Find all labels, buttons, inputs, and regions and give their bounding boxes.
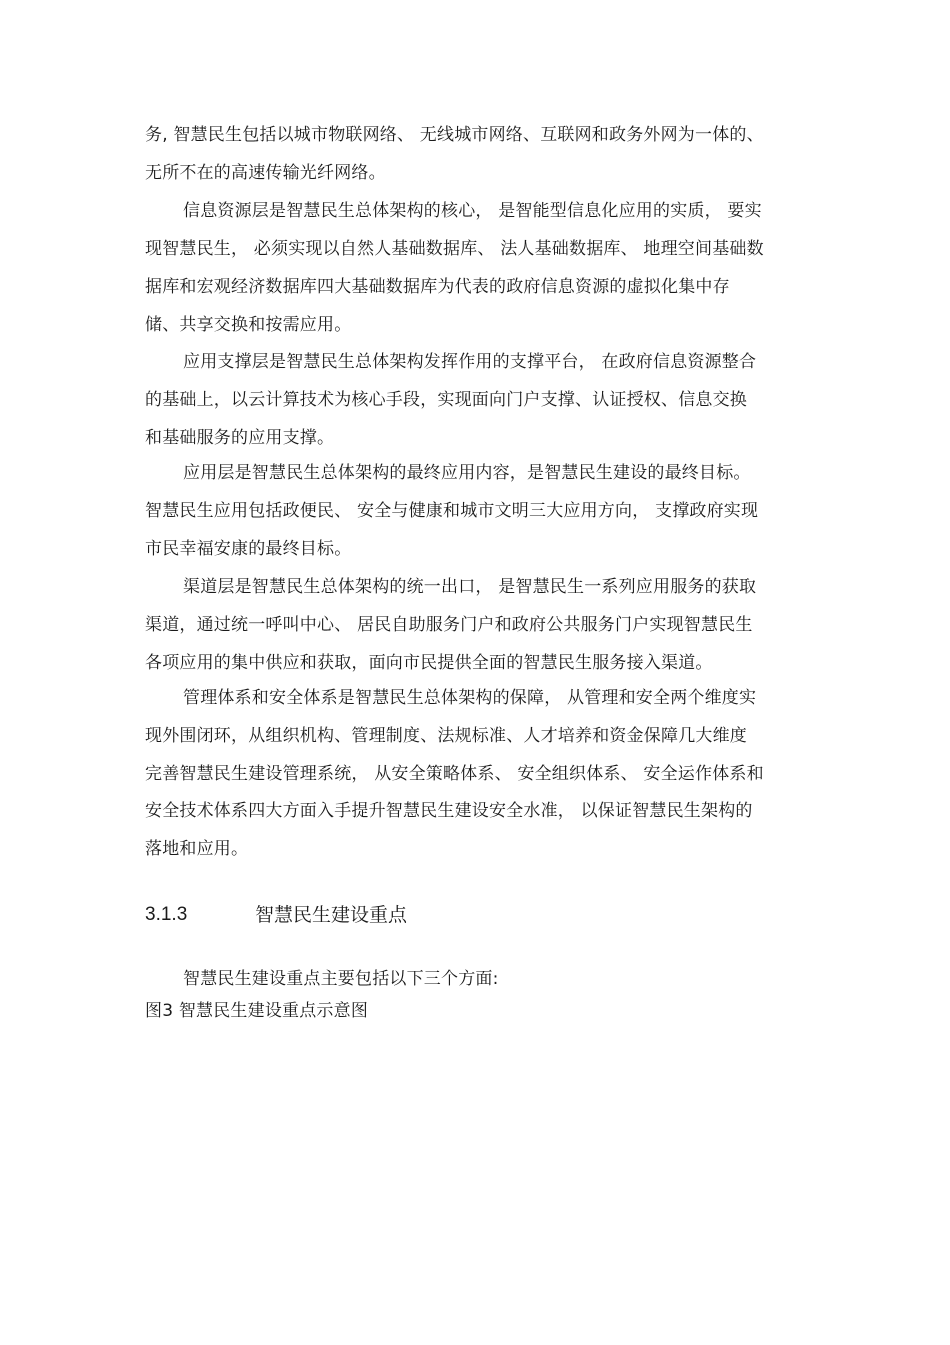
figure-caption: 图3 智慧民生建设重点示意图 [145, 1001, 369, 1021]
text-line: 的基础上，以云计算技术为核心手段，实现面向门户支撑、认证授权、信息交换 [145, 390, 747, 410]
text-line: 安全技术体系四大方面入手提升智慧民生建设安全水准， 以保证智慧民生架构的 [145, 801, 753, 821]
section-intro: 智慧民生建设重点主要包括以下三个方面: [183, 969, 499, 989]
text-line: 无所不在的高速传输光纤网络。 [145, 163, 386, 183]
text-line: 现外围闭环，从组织机构、管理制度、法规标准、人才培养和资金保障几大维度 [145, 726, 747, 746]
text-line: 完善智慧民生建设管理系统， 从安全策略体系、 安全组织体系、 安全运作体系和 [145, 764, 764, 784]
text-line: 渠道，通过统一呼叫中心、 居民自助服务门户和政府公共服务门户实现智慧民生 [145, 615, 753, 635]
text-line: 各项应用的集中供应和获取，面向市民提供全面的智慧民生服务接入渠道。 [145, 653, 713, 673]
text-line: 储、共享交换和按需应用。 [145, 315, 352, 335]
section-number: 3.1.3 [145, 904, 188, 925]
section-title: 智慧民生建设重点 [255, 904, 408, 926]
text-line: 应用支撑层是智慧民生总体架构发挥作用的支撑平台， 在政府信息资源整合 [183, 352, 757, 372]
text-line: 和基础服务的应用支撑。 [145, 428, 335, 448]
text-line: 渠道层是智慧民生总体架构的统一出口， 是智慧民生一系列应用服务的获取 [183, 577, 757, 597]
text-line: 现智慧民生， 必须实现以自然人基础数据库、 法人基础数据库、 地理空间基础数 [145, 239, 764, 259]
text-line: 据库和宏观经济数据库四大基础数据库为代表的政府信息资源的虚拟化集中存 [145, 277, 730, 297]
text-line: 市民幸福安康的最终目标。 [145, 539, 352, 559]
text-line: 应用层是智慧民生总体架构的最终应用内容，是智慧民生建设的最终目标。 [183, 463, 751, 483]
text-line: 务, 智慧民生包括以城市物联网络、 无线城市网络、互联网和政务外网为一体的、 [145, 125, 764, 145]
text-line: 智慧民生应用包括政便民、 安全与健康和城市文明三大应用方向， 支撑政府实现 [145, 501, 759, 521]
text-line: 管理体系和安全体系是智慧民生总体架构的保障， 从管理和安全两个维度实 [183, 688, 757, 708]
text-line: 落地和应用。 [145, 839, 249, 859]
text-line: 信息资源层是智慧民生总体架构的核心， 是智能型信息化应用的实质， 要实 [183, 201, 762, 221]
